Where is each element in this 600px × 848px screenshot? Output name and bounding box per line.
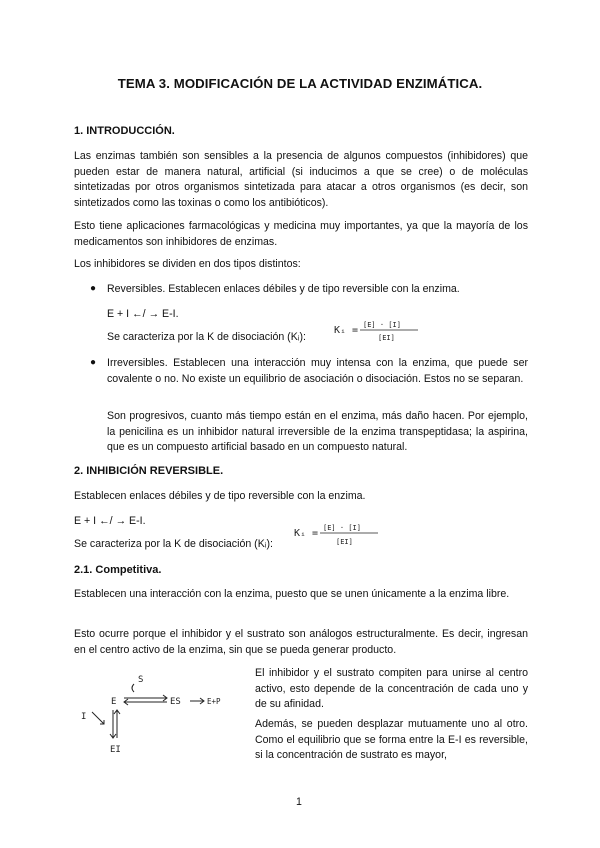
section-heading-inhibicion-reversible: 2. INHIBICIÓN REVERSIBLE. (74, 465, 224, 477)
ki-formula-1-num: [E] · [I] (363, 321, 401, 329)
ki-formula-2-num: [E] · [I] (323, 524, 361, 532)
ki-formula-1-den: [EI] (378, 334, 395, 342)
page-title: TEMA 3. MODIFICACIÓN DE LA ACTIVIDAD ENZIMÁTICA. (117, 76, 483, 91)
bullet-icon: ● (90, 357, 97, 368)
page-number: 1 (296, 796, 302, 808)
paragraph-competitiva-1: Establecen una interacción con la enzima, puesto que se unen únicamente a la enzima libre. (74, 588, 510, 600)
paragraph-intro-2: Esto tiene aplicaciones farmacológicas y medicina muy importantes, ya que la mayoría de los medicamentos son inhibidores de enzimas. (74, 220, 528, 248)
inhibitor-arrow (92, 712, 104, 724)
ki-formula-2 (290, 518, 390, 552)
scheme-ep: E+P (207, 697, 221, 706)
ki-formula-1-lhs: Kᵢ = (334, 325, 359, 336)
scheme-ei: EI (110, 745, 121, 755)
paragraph-competitiva-2: Esto ocurre porque el inhibidor y el sustrato son análogos estructuralmente. Es decir, ingresan en el centro activo de la enzima, sin que se pueda generar producto. (74, 628, 528, 656)
ki-formula-1 (330, 312, 430, 346)
ki-formula-2-lhs: Kᵢ = (294, 528, 319, 539)
scheme-es: ES (170, 697, 181, 707)
bullet-irreversibles: Irreversibles. Establecen una interacción muy intensa con la enzima, que puede ser covalente o no. No existe un equilibrio de asociación o disociación. Estos no se separan. (107, 357, 528, 385)
competitive-inhibition-scheme (74, 668, 244, 758)
ki-formula-2-den: [EI] (336, 538, 353, 546)
scheme-enzyme: E (111, 697, 117, 707)
equation-reversible-2: E + I ←/ → E-I. (74, 515, 146, 527)
paragraph-irreversibles: Son progresivos, cuanto más tiempo están en el enzima, más daño hacen. Por ejemplo, la penicilina es un inhibidor natural irreversible de la enzima transpeptidasa; la aspirina, que es un compuesto artificial basado en un compuesto natural. (107, 410, 528, 454)
scheme-substrate: S (138, 675, 144, 685)
paragraph-compiten: El inhibidor y el sustrato compiten para unirse al centro activo, esto depende de la concentración de cada uno y de su afinidad. (255, 667, 528, 711)
kd-label: Se caracteriza por la K de disociación (Kᵢ): (107, 331, 306, 343)
paragraph-intro-1: Las enzimas también son sensibles a la presencia de algunos compuestos (inhibidores) que pueden estar de manera natural, artificial (si inducimos a que se cree) o de moléculas sintetizadas por otros organismos sintetizada para atacar a otros organismos (es decir, son sintetizados como las toxinas o como los antibióticos). (74, 150, 528, 209)
bullet-reversibles: Reversibles. Establecen enlaces débiles y de tipo reversible con la enzima. (107, 283, 460, 295)
subheading-competitiva: 2.1. Competitiva. (74, 564, 162, 576)
paragraph-reversible-1: Establecen enlaces débiles y de tipo reversible con la enzima. (74, 490, 366, 502)
section-heading-introduccion: 1. INTRODUCCIÓN. (74, 125, 175, 137)
bullet-icon: ● (90, 283, 97, 294)
equation-reversible: E + I ←/ → E-I. (107, 308, 179, 320)
scheme-inhibitor: I (81, 712, 87, 722)
substrate-arrow-curve (132, 684, 134, 692)
paragraph-intro-3: Los inhibidores se dividen en dos tipos distintos: (74, 258, 301, 270)
kd-label-2: Se caracteriza por la K de disociación (Kᵢ): (74, 538, 273, 550)
paragraph-desplazar: Además, se pueden desplazar mutuamente uno al otro. Como el equilibrio que se forma entre la E-I es reversible, si la concentración de sustrato es mayor, (255, 718, 528, 762)
